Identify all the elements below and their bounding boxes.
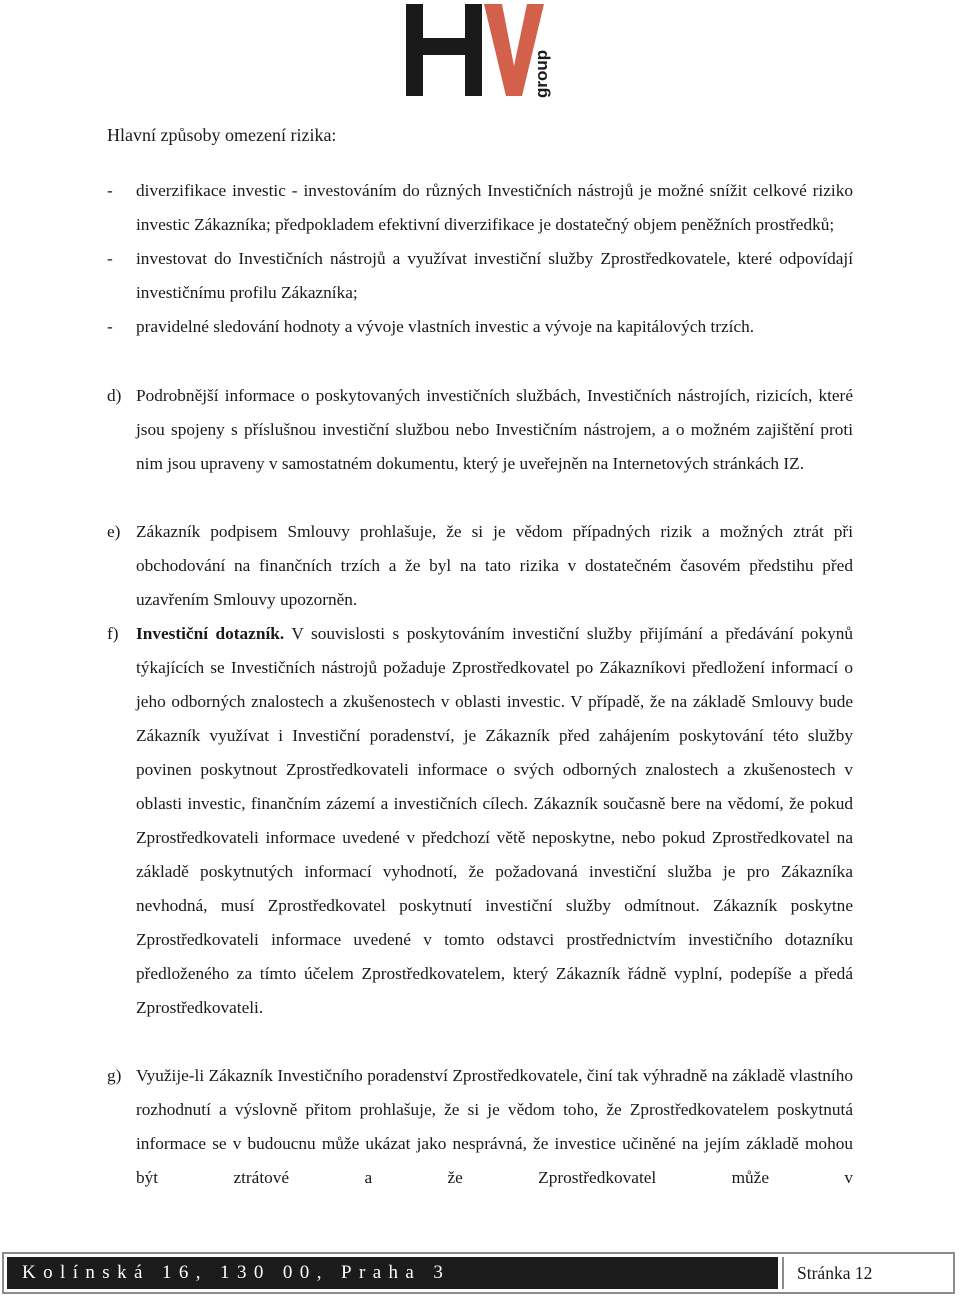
item-marker: d) — [107, 386, 122, 405]
bullet-text: diverzifikace investic - investováním do různých Investičních nástrojů je možné snížit celkové riziko investic Zákazníka; předpokladem efektivní diverzifikace je dostatečný objem peněžních prostředků; — [136, 181, 853, 234]
section-heading: Hlavní způsoby omezení rizika: — [107, 125, 337, 145]
footer-address: Kolínská 16, 130 00, Praha 3 — [7, 1257, 778, 1289]
list-item — [107, 310, 853, 344]
paragraph-e — [107, 515, 853, 617]
bullet-text: pravidelné sledování hodnoty a vývoje vlastních investic a vývoje na kapitálových trzích. — [136, 317, 755, 336]
hv-group-logo — [400, 0, 560, 104]
list-item — [107, 174, 853, 242]
list-item — [107, 242, 853, 310]
paragraph-text: Zákazník podpisem Smlouvy prohlašuje, že si je vědom případných rizik a možných ztrát při obchodování na finančních trzích a že byl na tato rizika v dostatečném časovém předstihu před uzavřením Smlouvy upozorněn. — [136, 522, 853, 609]
paragraph-text: Podrobnější informace o poskytovaných investičních službách, Investičních nástrojích, rizicích, které jsou spojeny s příslušnou investiční službou nebo Investičním nástrojem, a o možném zajištění proti nim jsou upraveny v samostatném dokumentu, který je uveřejněn na Internetových stránkách IZ. — [136, 386, 853, 473]
paragraph-f — [107, 617, 853, 1025]
bullet-marker: - — [107, 181, 113, 200]
risk-bullet-list — [107, 174, 853, 344]
item-marker: f) — [107, 624, 119, 643]
item-marker: g) — [107, 1066, 122, 1085]
page-footer — [2, 1252, 955, 1294]
footer-page-number: Stránka 12 — [782, 1257, 951, 1289]
bullet-text: investovat do Investičních nástrojů a využívat investiční služby Zprostředkovatele, které odpovídají investičnímu profilu Zákazníka; — [136, 249, 853, 302]
paragraph-bold-title: Investiční dotazník. — [136, 624, 285, 643]
bullet-marker: - — [107, 249, 113, 268]
logo-graphic — [400, 0, 560, 104]
paragraph-g — [107, 1059, 853, 1195]
paragraph-text: V souvislosti s poskytováním investiční služby přijímání a předávání pokynů týkajících se Investičních nástrojů požaduje Zprostředkovatel po Zákazníkovi předložení informací o jeho odborných znalostech a zkušenostech v oblasti investic. V případě, že na základě Smlouvy bude Zákazník využívat i Investiční poradenství, je Zákazník před zahájením poskytování této služby povinen poskytnout Zprostředkovateli informace o svých odborných znalostech a zkušenostech v oblasti investic, finančním zázemí a investičních cílech. Zákazník současně bere na vědomí, že pokud Zprostředkovateli informace uvedené v předchozí větě neposkytne, nebo pokud Zprostředkovatel na základě poskytnutých informací vyhodnotí, že požadovaná investiční služba je pro Zákazníka nevhodná, musí Zprostředkovatel poskytnutí investiční služby odmítnout. Zákazník poskytne Zprostředkovateli informace uvedené v tomto odstavci prostřednictvím investičního dotazníku předloženého za tímto účelem Zprostředkovatelem, který Zákazník řádně vyplní, podepíše a předá Zprostředkovateli. — [136, 624, 853, 1017]
bullet-marker: - — [107, 317, 113, 336]
item-marker: e) — [107, 522, 121, 541]
paragraph-text: Využije-li Zákazník Investičního poradenství Zprostředkovatele, činí tak výhradně na základě vlastního rozhodnutí a výslovně přitom prohlašuje, že si je vědom toho, že Zprostředkovatelem poskytnutá informace se v budoucnu může ukázat jako nesprávná, že investice učiněné na jejím základě mohou být ztrátové a že Zprostředkovatel může v — [136, 1066, 853, 1187]
logo-sub-text: group — [532, 49, 551, 98]
paragraph-d — [107, 379, 853, 481]
